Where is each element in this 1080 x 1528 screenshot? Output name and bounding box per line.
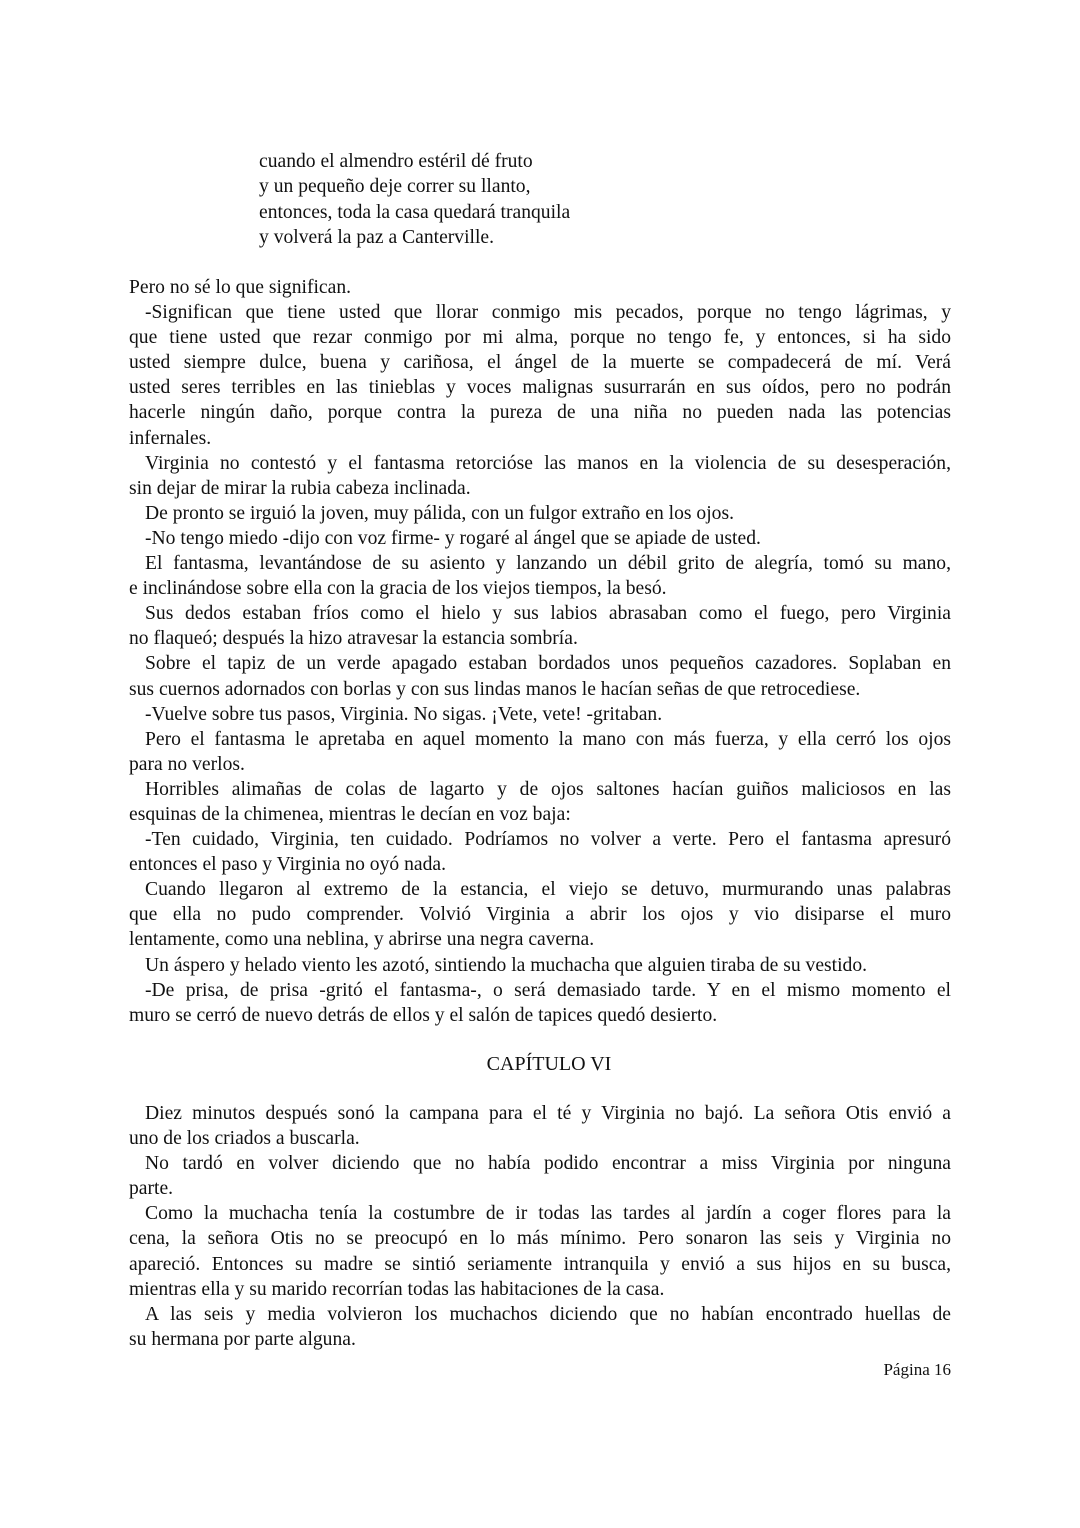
text-line: Pero no sé lo que significan. xyxy=(129,277,352,298)
paragraph xyxy=(129,1101,951,1151)
text-line: e inclinándose sobre ella con la gracia de los viejos tiempos, la besó. xyxy=(129,578,667,600)
paragraph xyxy=(129,1201,951,1301)
text-line: infernales. xyxy=(129,427,212,449)
text-line: no flaqueó; después la hizo atravesar la estancia sombría. xyxy=(129,628,578,650)
paragraph xyxy=(129,601,951,651)
page-number: Página 16 xyxy=(883,1360,951,1379)
text-line: Virginia no contestó y el fantasma retorcióse las manos en la violencia de su desesperación, xyxy=(145,452,951,474)
chapter-title: CAPÍTULO VI xyxy=(486,1053,612,1075)
text-line: -De prisa, de prisa -gritó el fantasma-, o será demasiado tarde. Y en el mismo momento el xyxy=(145,979,951,1001)
text-line: -Significan que tiene usted que llorar conmigo mis pecados, porque no tengo lágrimas, y xyxy=(145,302,951,324)
paragraph xyxy=(129,727,951,777)
paragraph xyxy=(129,1302,951,1352)
paragraph xyxy=(129,827,951,877)
text-line: Como la muchacha tenía la costumbre de ir todas las tardes al jardín a coger flores para la xyxy=(145,1203,951,1225)
text-line: -No tengo miedo -dijo con voz firme- y rogaré al ángel que se apiade de usted. xyxy=(145,527,761,549)
paragraph xyxy=(129,702,951,727)
poem-line: y un pequeño deje correr su llanto, xyxy=(259,176,531,198)
poem-line: y volverá la paz a Canterville. xyxy=(259,226,495,248)
text-line: Pero el fantasma le apretaba en aquel momento la mano con más fuerza, y ella cerró los ojos xyxy=(145,728,951,750)
text-line: Sus dedos estaban fríos como el hielo y sus labios abrasaban como el fuego, pero Virginia xyxy=(145,603,951,625)
paragraph xyxy=(129,1151,951,1201)
poem-line: entonces, toda la casa quedará tranquila xyxy=(259,201,571,223)
text-line: Cuando llegaron al extremo de la estancia, el viejo se detuvo, murmurando unas palabras xyxy=(145,879,951,901)
text-line: Diez minutos después sonó la campana para el té y Virginia no bajó. La señora Otis envió a xyxy=(145,1103,951,1124)
text-line: uno de los criados a buscarla. xyxy=(129,1128,360,1150)
text-line: esquinas de la chimenea, mientras le decían en voz baja: xyxy=(129,803,571,825)
text-line: usted seres terribles en las tinieblas y voces malignas susurrarán en sus oídos, pero no podrán xyxy=(129,377,951,399)
paragraph xyxy=(129,526,951,551)
text-line: entonces el paso y Virginia no oyó nada. xyxy=(129,854,446,876)
narrative-section-2 xyxy=(129,1101,951,1352)
text-line: sin dejar de mirar la rubia cabeza inclinada. xyxy=(129,477,471,499)
text-line: Un áspero y helado viento les azotó, sintiendo la muchacha que alguien tiraba de su vestido. xyxy=(145,954,868,976)
poem-line: cuando el almendro estéril dé fruto xyxy=(259,151,533,172)
text-line: sus cuernos adornados con borlas y con sus lindas manos le hacían señas de que retrocediese. xyxy=(129,678,861,700)
paragraph xyxy=(129,275,951,300)
text-line: que ella no pudo comprender. Volvió Virginia a abrir los ojos y vio disiparse el muro xyxy=(129,904,951,926)
text-line: Sobre el tapiz de un verde apagado estaban bordados unos pequeños cazadores. Soplaban en xyxy=(145,653,951,675)
text-line: parte. xyxy=(129,1178,174,1200)
paragraph xyxy=(129,777,951,827)
text-line: mientras ella y su marido recorrían todas las habitaciones de la casa. xyxy=(129,1278,665,1300)
text-line: De pronto se irguió la joven, muy pálida, con un fulgor extraño en los ojos. xyxy=(145,502,734,524)
paragraph xyxy=(129,953,951,978)
text-line: su hermana por parte alguna. xyxy=(129,1328,356,1350)
paragraph xyxy=(129,651,951,701)
text-line: No tardó en volver diciendo que no había podido encontrar a miss Virginia por ninguna xyxy=(145,1153,951,1175)
text-line: para no verlos. xyxy=(129,753,245,775)
text-line: cena, la señora Otis no se preocupó en lo más mínimo. Pero sonaron las seis y Virginia no xyxy=(129,1228,951,1250)
paragraph xyxy=(129,877,951,952)
paragraph xyxy=(129,300,951,451)
text-line: A las seis y media volvieron los muchachos diciendo que no habían encontrado huellas de xyxy=(145,1303,951,1325)
text-line: -Vuelve sobre tus pasos, Virginia. No sigas. ¡Vete, vete! -gritaban. xyxy=(145,703,663,725)
paragraph xyxy=(129,978,951,1028)
text-line: Horribles alimañas de colas de lagarto y de ojos saltones hacían guiños maliciosos en las xyxy=(145,778,951,800)
text-line: apareció. Entonces su madre se sintió seriamente intranquila y envió a sus hijos en su busca, xyxy=(129,1253,951,1275)
text-line: que tiene usted que rezar conmigo por mi alma, porque no tengo fe, y entonces, si ha sido xyxy=(129,327,951,349)
text-line: lentamente, como una neblina, y abrirse una negra caverna. xyxy=(129,929,595,951)
text-line: -Ten cuidado, Virginia, ten cuidado. Podríamos no volver a verte. Pero el fantasma apresuró xyxy=(145,829,951,851)
text-line: usted siempre dulce, buena y cariñosa, el ángel de la muerte se compadecerá de mí. Verá xyxy=(129,352,951,374)
paragraph xyxy=(129,501,951,526)
poem-verse xyxy=(259,149,570,250)
text-line: El fantasma, levantándose de su asiento y lanzando un débil grito de alegría, tomó su mano, xyxy=(145,553,951,575)
narrative-section-1 xyxy=(129,275,951,1028)
text-line: hacerle ningún daño, porque contra la pureza de una niña no pueden nada las potencias xyxy=(129,402,951,424)
paragraph xyxy=(129,551,951,601)
text-line: muro se cerró de nuevo detrás de ellos y el salón de tapices quedó desierto. xyxy=(129,1004,718,1026)
paragraph xyxy=(129,451,951,501)
